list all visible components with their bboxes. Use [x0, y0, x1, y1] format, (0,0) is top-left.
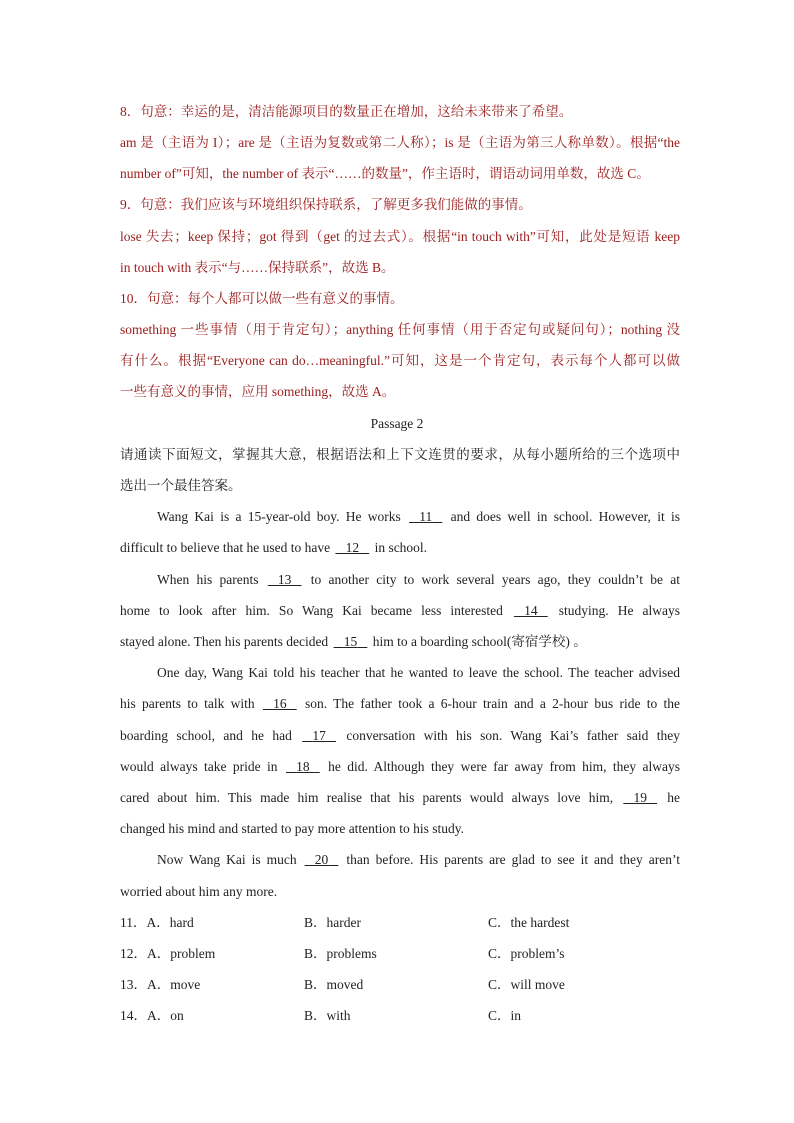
option-b: B．moved — [304, 977, 364, 992]
blank-16: 16 — [273, 696, 287, 711]
option-c: C．problem’s — [488, 946, 565, 961]
blank-17: 17 — [312, 728, 326, 743]
blank-11: 11 — [419, 509, 433, 524]
q10-meaning: 10．句意：每个人都可以做一些有意义的事情。 — [120, 291, 404, 306]
q8-explain-line-2: number of”可知，the number of 表示“……的数量”，作主语时，谓语动词用单数，故选 C。 — [120, 166, 650, 181]
passage-line: stayed alone. Then his parents decided 15 him to a boarding school(寄宿学校) 。 — [120, 634, 587, 649]
blank-13: 13 — [277, 572, 292, 587]
passage-line: Wang Kai is a 15-year-old boy. He works 11 and does well in school. However, it is — [157, 509, 680, 524]
q9-meaning: 9．句意：我们应该与环境组织保持联系，了解更多我们能做的事情。 — [120, 197, 532, 212]
blank-18: 18 — [296, 759, 310, 774]
option-c: C．will move — [488, 977, 565, 992]
option-a: 12．A．problem — [120, 946, 216, 961]
option-a: 11．A．hard — [120, 915, 194, 930]
instruction-line-2: 选出一个最佳答案。 — [120, 478, 242, 493]
passage-title: Passage 2 — [370, 416, 424, 431]
instruction-line-1: 请通读下面短文，掌握其大意，根据语法和上下文连贯的要求，从每小题所给的三个选项中 — [120, 447, 680, 462]
passage-line: cared about him. This made him realise that his parents would always love him, 19 he — [120, 790, 681, 805]
passage-line: One day, Wang Kai told his teacher that he wanted to leave the school. The teacher advised — [157, 665, 680, 680]
passage-line: boarding school, and he had 17 conversation with his son. Wang Kai’s father said they — [120, 728, 681, 743]
option-b: B．problems — [304, 946, 377, 961]
blank-19: 19 — [633, 790, 647, 805]
q10-explain-line-2: 有什么。根据“Everyone can do…meaningful.”可知，这是一个肯定句，表示每个人都可以做 — [120, 353, 680, 368]
option-c: C．the hardest — [488, 915, 570, 930]
passage-line: worried about him any more. — [120, 884, 278, 899]
passage-line: home to look after him. So Wang Kai became less interested 14 studying. He always — [120, 603, 681, 618]
passage-line: When his parents 13 to another city to work several years ago, they couldn’t be at — [157, 572, 680, 587]
passage-line: difficult to believe that he used to have 12 in school. — [120, 540, 428, 555]
passage-line: his parents to talk with 16 son. The father took a 6-hour train and a 2-hour bus ride to the — [120, 696, 681, 711]
q10-explain-line-1: something 一些事情（用于肯定句）；anything 任何事情（用于否定句或疑问句）；nothing 没 — [120, 322, 680, 337]
passage-line: would always take pride in 18 he did. Although they were far away from him, they always — [120, 759, 681, 774]
passage-line: changed his mind and started to pay more attention to his study. — [120, 821, 465, 836]
option-a: 14．A．on — [120, 1008, 184, 1023]
q9-explain-line-1: lose 失去；keep 保持；got 得到（get 的过去式）。根据“in touch with”可知，此处是短语 keep — [120, 229, 680, 244]
q8-meaning: 8．句意：幸运的是，清洁能源项目的数量正在增加，这给未来带来了希望。 — [120, 104, 573, 119]
blank-14: 14 — [524, 603, 538, 618]
blank-12: 12 — [345, 540, 360, 555]
q10-explain-line-3: 一些有意义的事情，应用 something，故选 A。 — [120, 384, 396, 399]
blank-15: 15 — [343, 634, 358, 649]
option-b: B．harder — [304, 915, 361, 930]
q9-explain-line-2: in touch with 表示“与……保持联系”，故选 B。 — [120, 260, 395, 275]
q8-explain-line-1: am 是（主语为 I）；are 是（主语为复数或第二人称）；is 是（主语为第三人称单数）。根据“the — [120, 135, 680, 150]
option-c: C．in — [488, 1008, 522, 1023]
option-b: B．with — [304, 1008, 351, 1023]
option-a: 13．A．move — [120, 977, 201, 992]
passage-line: Now Wang Kai is much 20 than before. His parents are glad to see it and they aren’t — [157, 852, 681, 867]
blank-20: 20 — [314, 852, 329, 867]
